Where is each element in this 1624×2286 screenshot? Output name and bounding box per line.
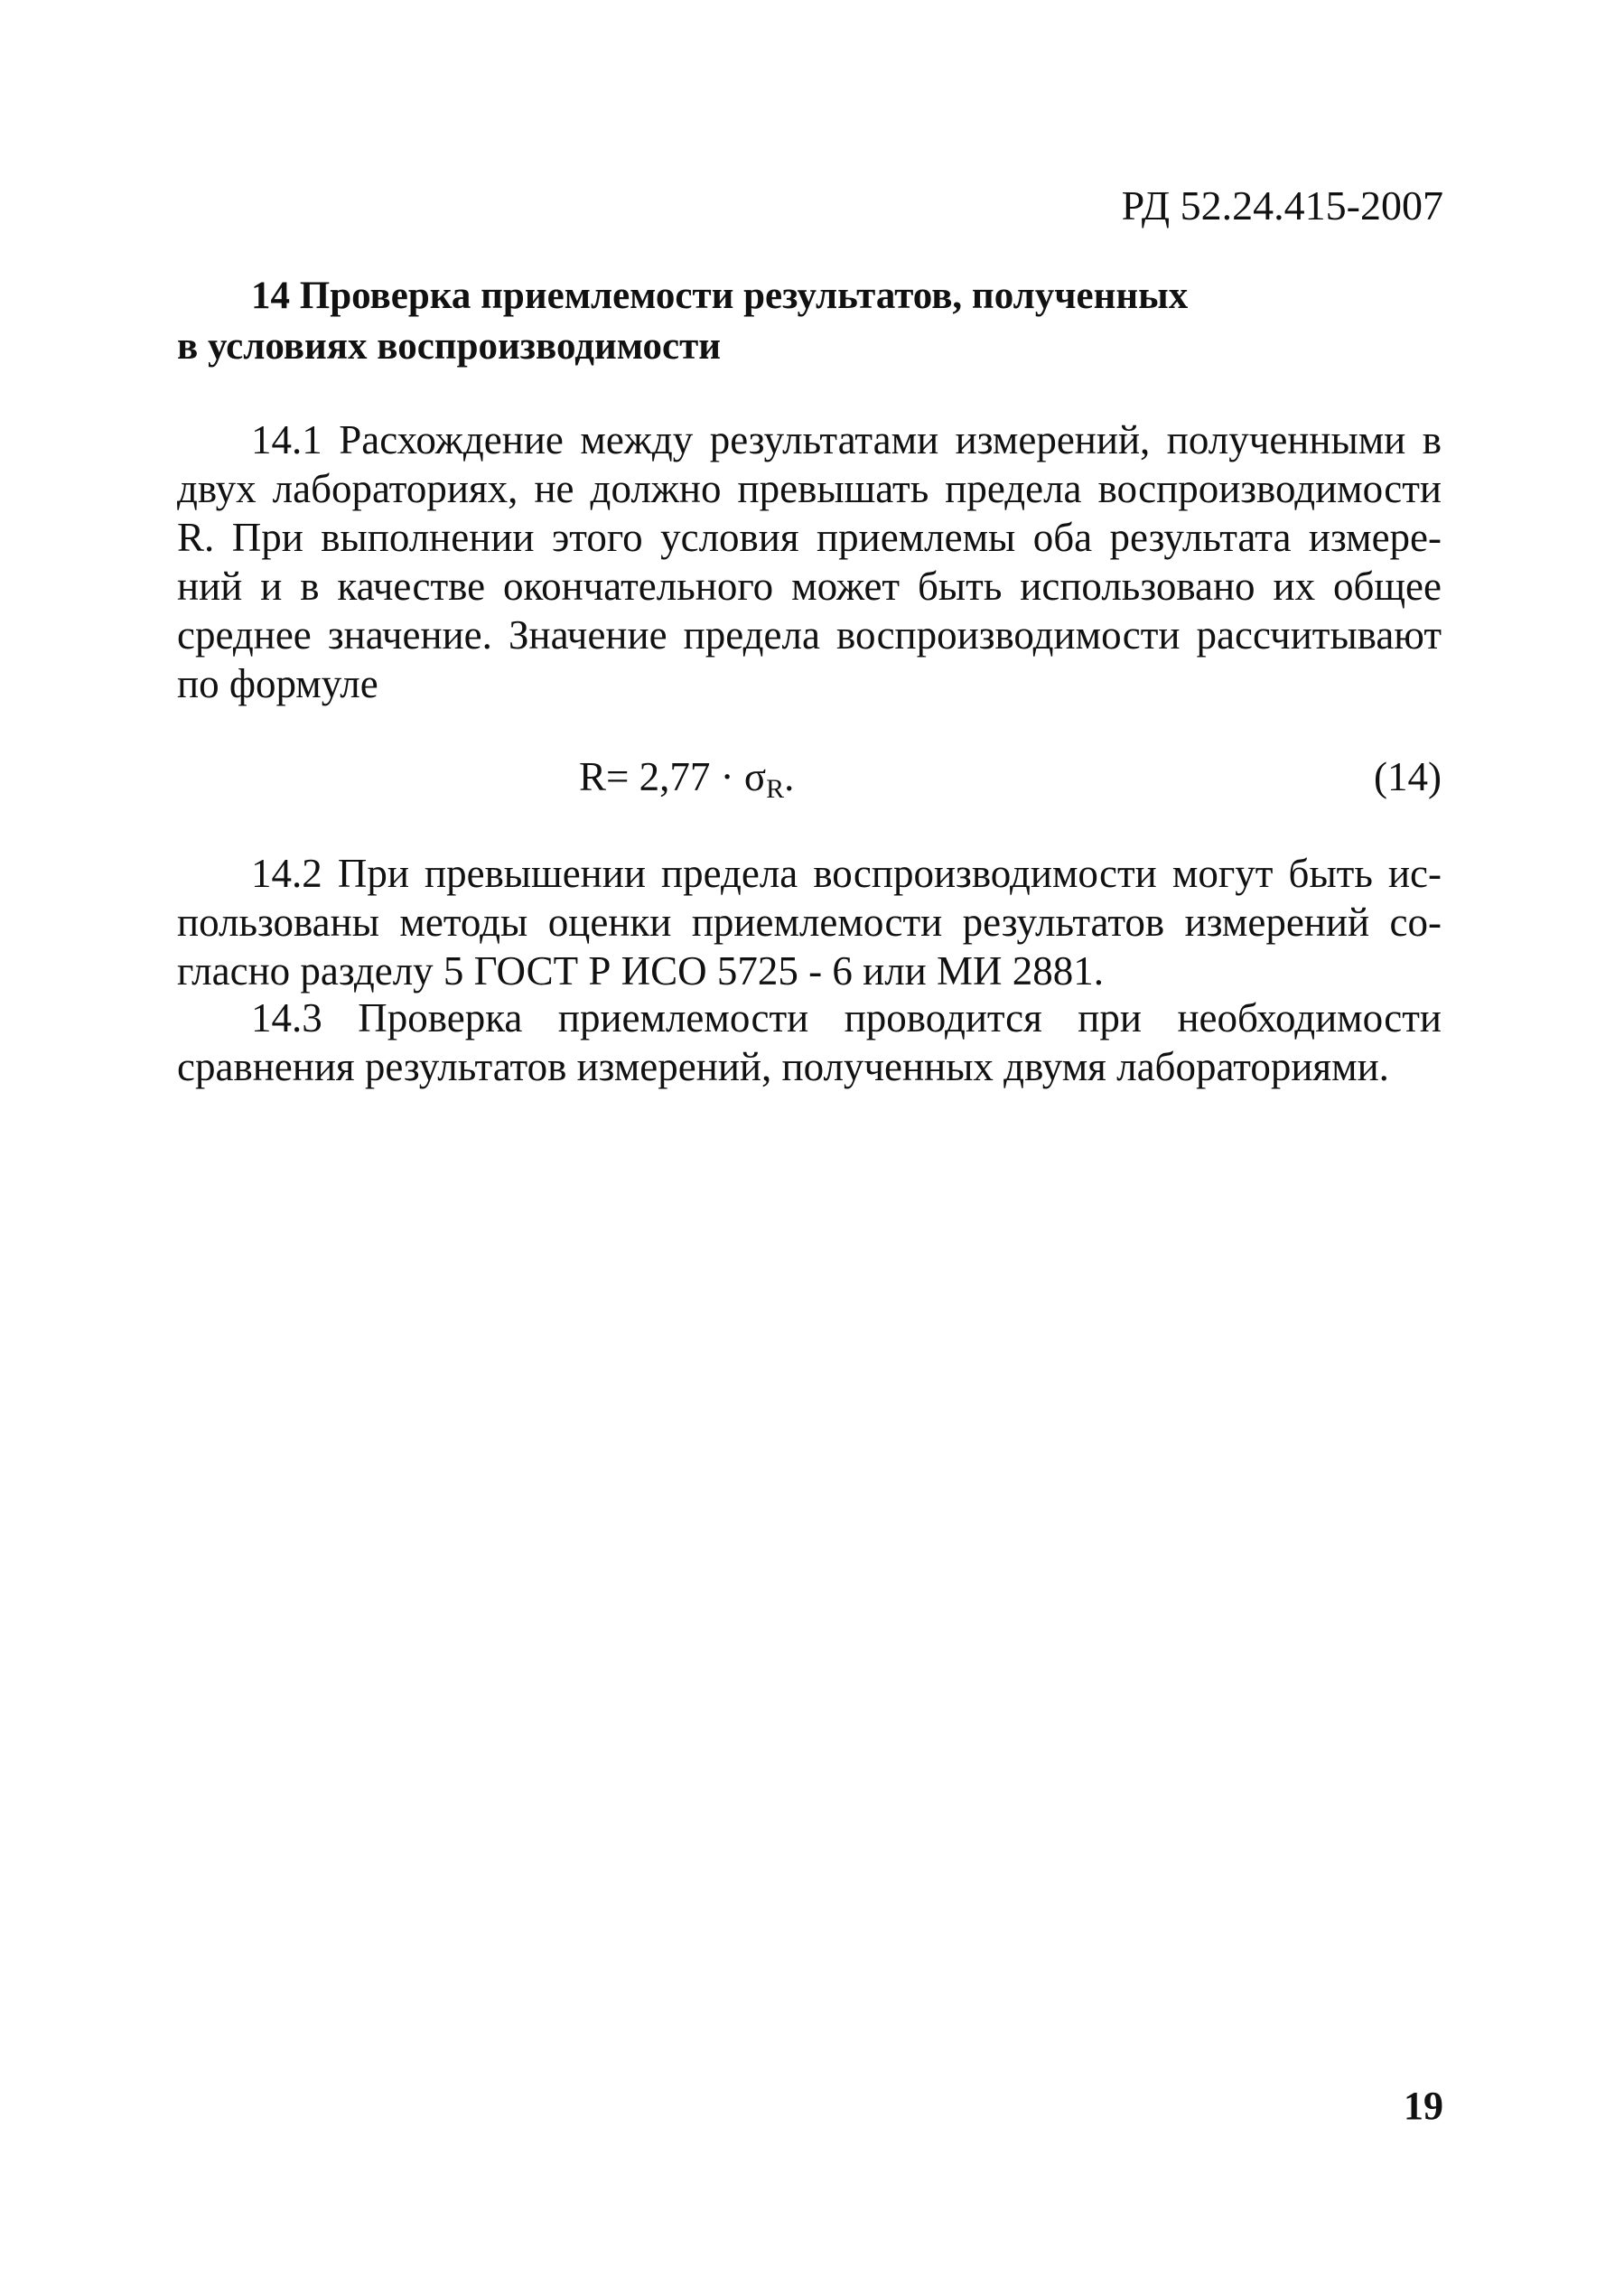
paragraph-14-3 [177,994,1442,1091]
formula-main: R= 2,77 · σ [579,754,767,799]
paragraph-line: 14.1 Расхождение между результатами измерений, полученными в [251,417,1442,462]
paragraph-14-1 [177,415,1442,708]
paragraph-line: по формуле [177,661,378,706]
page-number: 19 [1404,2084,1443,2128]
formula-row [177,750,1442,804]
paragraph-line: 14.3 Проверка приемлемости проводится при необходимости [251,995,1442,1040]
equation-number: (14) [1374,754,1442,799]
section-heading-line: 14 Проверка приемлемости результатов, полученных [251,275,1189,317]
section-heading-line: в условиях воспроизводимости [177,325,721,368]
paragraph-line: ний и в качестве окончательного может быть использовано их общее [177,564,1442,609]
section-heading [177,271,1351,372]
formula-subscript: R [766,774,785,804]
paragraph-line: R. При выполнении этого условия приемлемы оба результата измере- [177,515,1442,560]
paragraph-line: 14.2 При превышении предела воспроизводимости могут быть ис- [251,851,1442,896]
formula [579,750,794,816]
formula-tail: . [784,754,795,799]
paragraph-14-2 [177,849,1442,995]
document-code: РД 52.24.415-2007 [1121,182,1443,229]
paragraph-line: сравнения результатов измерений, полученных двумя лабораториями. [177,1044,1389,1089]
paragraph-line: двух лабораториях, не должно превышать предела воспроизводимости [177,466,1442,511]
paragraph-line: гласно разделу 5 ГОСТ Р ИСО 5725 - 6 или МИ 2881. [177,948,1105,994]
paragraph-line: среднее значение. Значение предела воспроизводимости рассчитывают [177,612,1442,658]
paragraph-line: пользованы методы оценки приемлемости результатов измерений со- [177,900,1442,945]
